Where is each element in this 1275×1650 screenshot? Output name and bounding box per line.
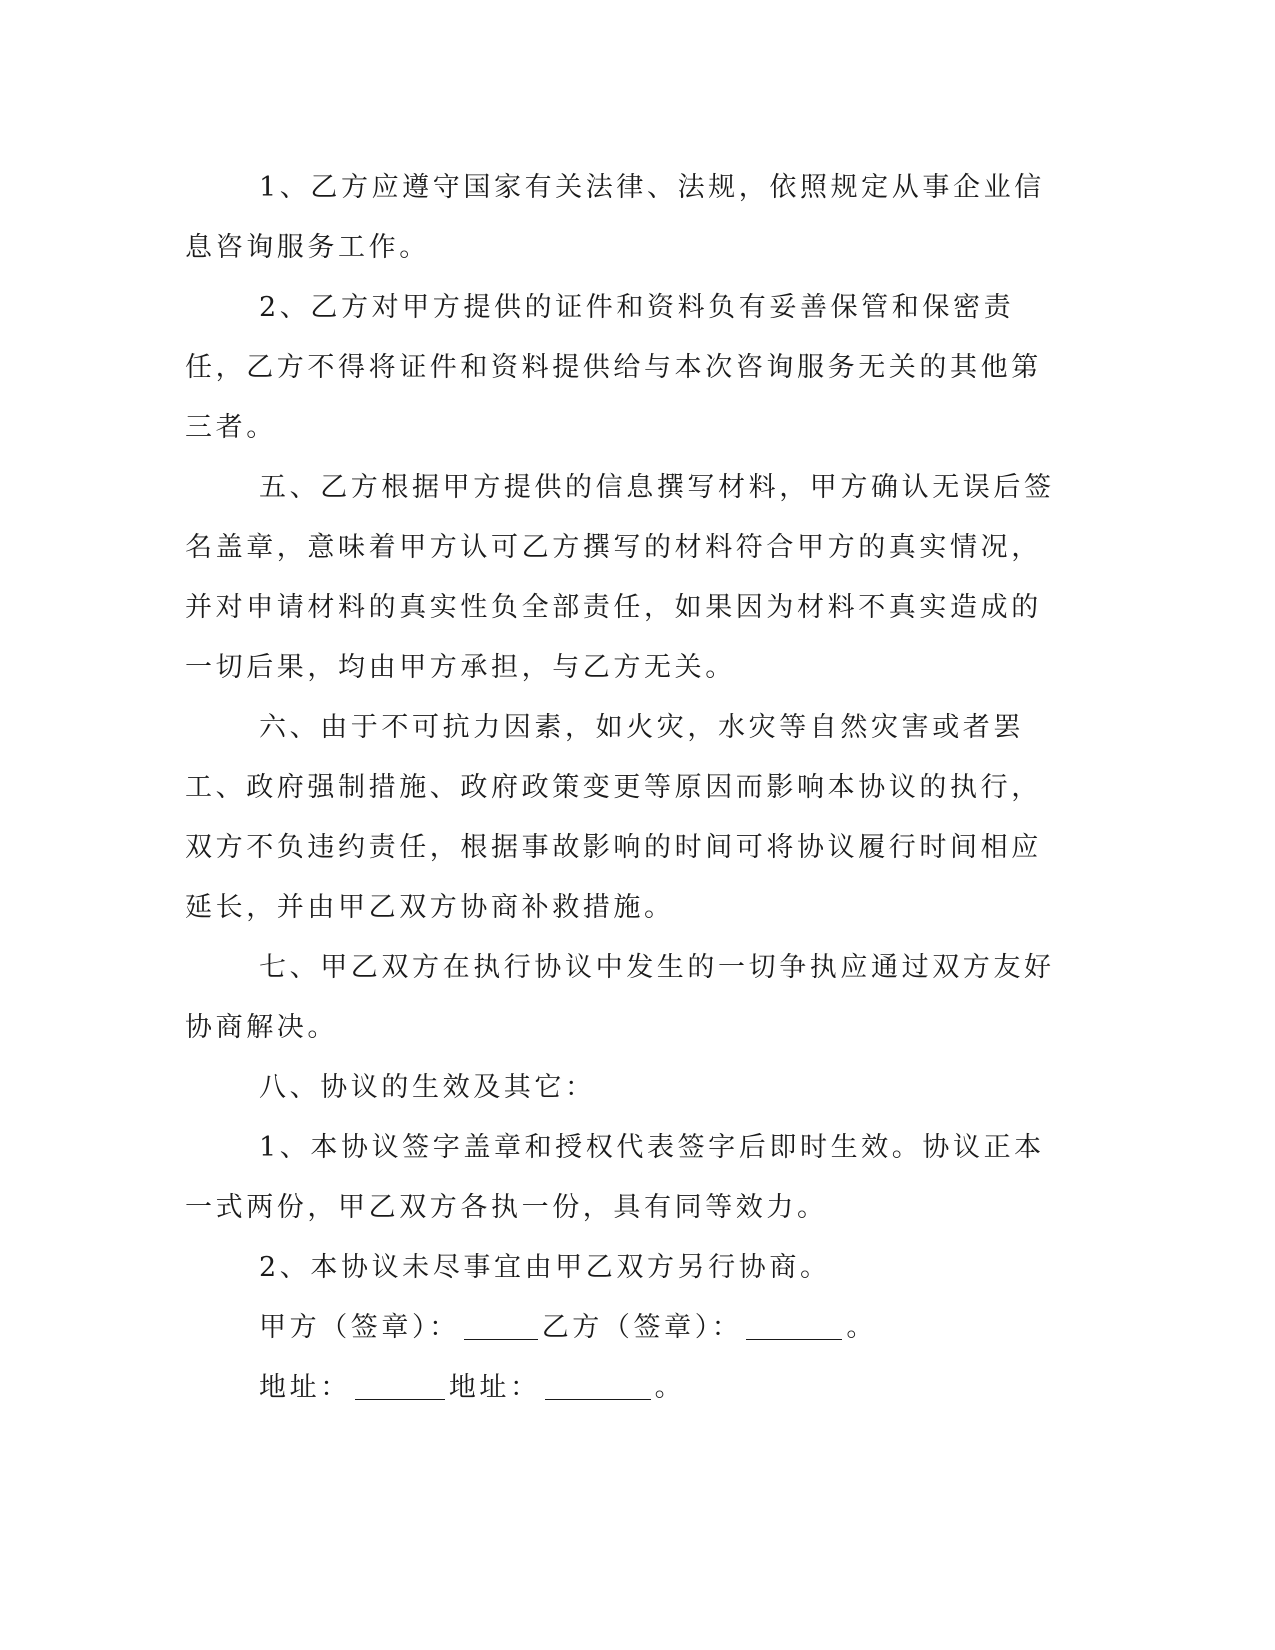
address-line <box>185 1358 1065 1418</box>
signature-end-mark: 。 <box>846 1312 878 1343</box>
document-body <box>185 158 1065 1418</box>
party-a-signature-label: 甲方（签章）： <box>259 1312 460 1343</box>
clause-6-force-majeure: 六、由于不可抗力因素，如火灾，水灾等自然灾害或者罢工、政府强制措施、政府政策变更等原因而影响本协议的执行，双方不负违约责任，根据事故影响的时间可将协议履行时间相应延长，并由甲乙双方协商补救措施。 <box>185 712 1042 923</box>
party-b-signature-label: 乙方（签章）： <box>541 1312 743 1343</box>
signature-line <box>185 1298 1065 1358</box>
clause-8-1-effectiveness: 1、本协议签字盖章和授权代表签字后即时生效。协议正本一式两份，甲乙双方各执一份，具有同等效力。 <box>185 1132 1045 1223</box>
clause-7-dispute-resolution: 七、甲乙双方在执行协议中发生的一切争执应通过双方友好协商解决。 <box>185 952 1055 1043</box>
clause-5-material-responsibility: 五、乙方根据甲方提供的信息撰写材料，甲方确认无误后签名盖章，意味着甲方认可乙方撰写的材料符合甲方的真实情况，并对申请材料的真实性负全部责任，如果因为材料不真实造成的一切后果，均由甲方承担，与乙方无关。 <box>185 472 1055 683</box>
address-end-mark: 。 <box>654 1372 686 1403</box>
clause-8-heading: 八、协议的生效及其它： <box>259 1072 596 1103</box>
party-b-address-label: 地址： <box>448 1372 541 1403</box>
clause-1-obey-law: 1、乙方应遵守国家有关法律、法规，依照规定从事企业信息咨询服务工作。 <box>185 172 1045 263</box>
party-a-address-label: 地址： <box>259 1372 351 1403</box>
clause-2-confidentiality: 2、乙方对甲方提供的证件和资料负有妥善保管和保密责任，乙方不得将证件和资料提供给与本次咨询服务无关的其他第三者。 <box>185 292 1042 443</box>
clause-8-2-other-matters: 2、本协议未尽事宜由甲乙双方另行协商。 <box>259 1252 831 1283</box>
party-a-address-blank[interactable] <box>355 1369 445 1400</box>
party-b-address-blank[interactable] <box>545 1369 651 1400</box>
party-a-signature-blank[interactable] <box>464 1309 538 1340</box>
party-b-signature-blank[interactable] <box>746 1309 842 1340</box>
